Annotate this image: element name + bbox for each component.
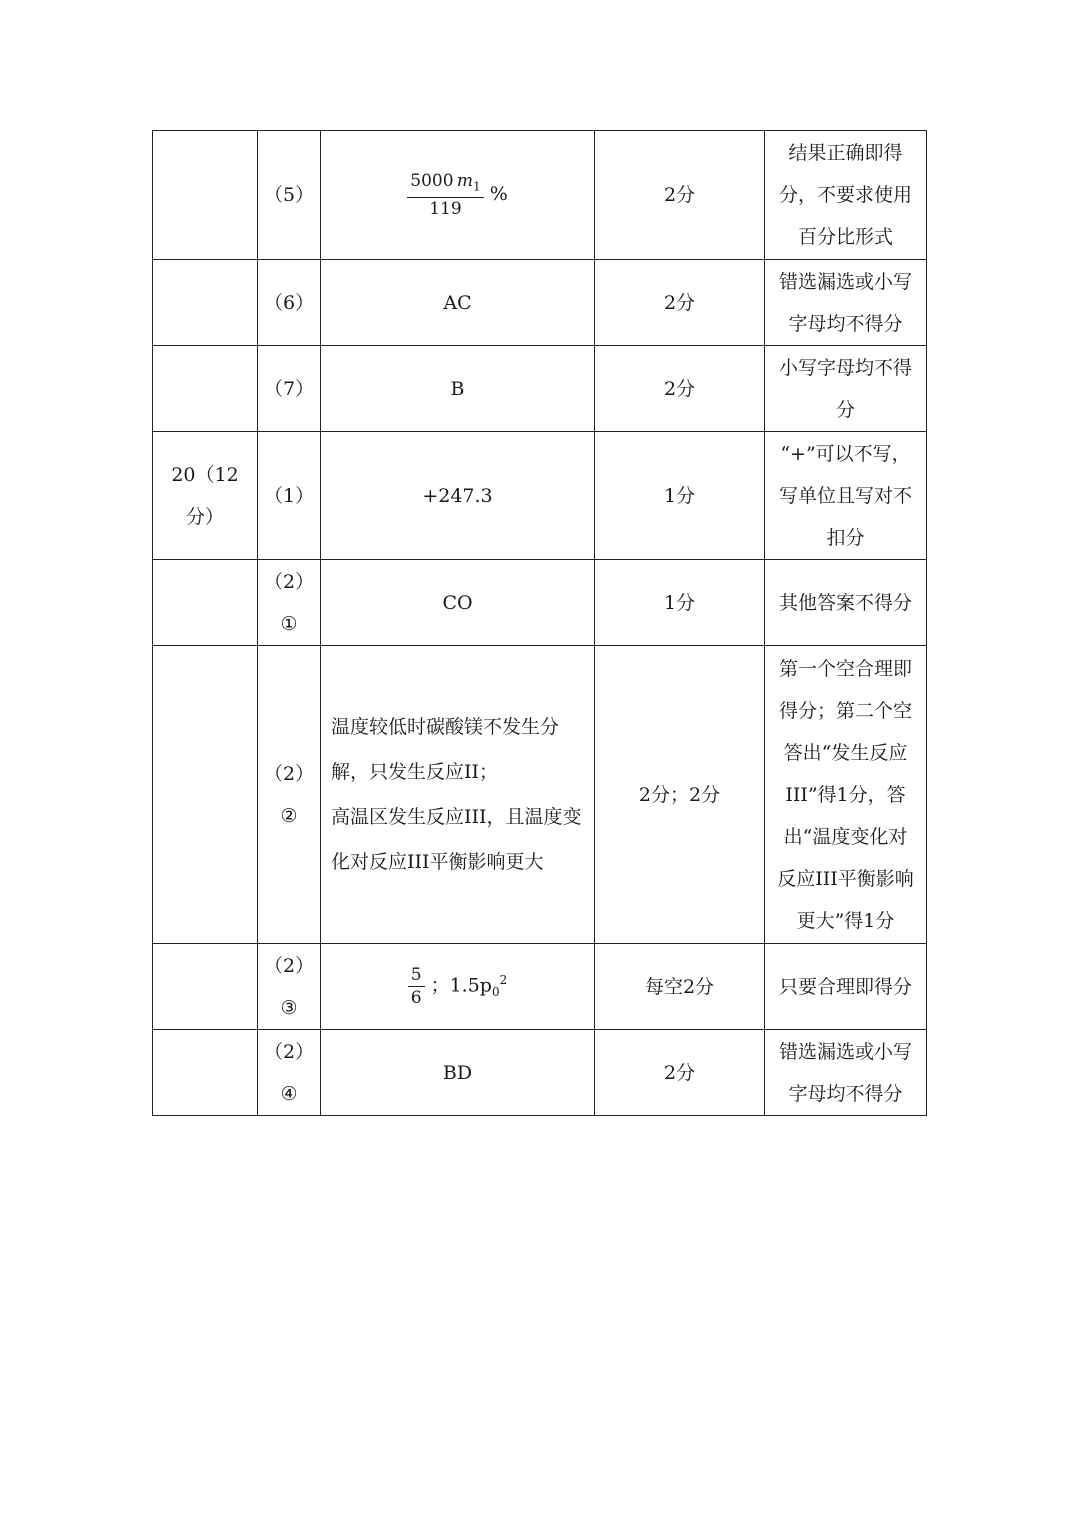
score-cell: 2分；2分 — [595, 646, 765, 944]
table-row — [153, 260, 927, 346]
subquestion-line: （2） — [264, 570, 315, 593]
note-line: 小写字母均不得 — [778, 356, 912, 379]
fraction-denominator: 6 — [410, 988, 422, 1009]
answer-cell: +247.3 — [321, 432, 595, 560]
answer-cell — [321, 944, 595, 1030]
note-cell — [765, 260, 927, 346]
note-line: 反应III平衡影响 — [777, 867, 914, 890]
subquestion-cell: （7） — [258, 346, 321, 432]
question-cell — [153, 1030, 258, 1116]
question-cell — [153, 131, 258, 260]
question-cell — [153, 944, 258, 1030]
subquestion-line: ③ — [280, 996, 298, 1019]
table-row — [153, 131, 927, 260]
question-cell — [153, 260, 258, 346]
answer-superscript: 2 — [499, 973, 508, 988]
score-cell: 2分 — [595, 1030, 765, 1116]
note-cell — [765, 432, 927, 560]
table-row — [153, 1030, 927, 1116]
note-line: 错选漏选或小写 — [778, 1040, 912, 1063]
fraction-numerator: 5 — [408, 964, 425, 987]
subquestion-cell: （1） — [258, 432, 321, 560]
answer-line: 温度较低时碳酸镁不发生分 — [331, 715, 560, 738]
answer-subscript: 0 — [491, 985, 500, 1000]
score-cell: 2分 — [595, 260, 765, 346]
percent-sign: % — [489, 182, 508, 205]
subquestion-cell — [258, 944, 321, 1030]
subquestion-cell: （6） — [258, 260, 321, 346]
answer-cell: BD — [321, 1030, 595, 1116]
subquestion-cell — [258, 646, 321, 944]
fraction-variable: m — [456, 170, 474, 191]
subquestion-line: ② — [280, 804, 298, 827]
variable-subscript: 1 — [473, 179, 481, 194]
subquestion-line: （2） — [264, 954, 315, 977]
answer-cell: B — [321, 346, 595, 432]
question-cell — [153, 346, 258, 432]
note-line: 百分比形式 — [797, 226, 893, 248]
score-cell: 2分 — [595, 131, 765, 260]
note-cell — [765, 944, 927, 1030]
fraction-denominator: 119 — [429, 199, 462, 220]
answer-cell — [321, 131, 595, 260]
note-line: 字母均不得分 — [788, 1082, 903, 1105]
subquestion-line: （2） — [264, 1040, 315, 1063]
note-cell — [765, 560, 927, 646]
note-line: 分，不要求使用 — [778, 184, 912, 206]
subquestion-cell: （5） — [258, 131, 321, 260]
note-line: 只要合理即得分 — [778, 975, 912, 998]
answer-text — [327, 705, 588, 885]
note-line: 字母均不得分 — [788, 312, 903, 335]
note-cell — [765, 646, 927, 944]
score-cell: 每空2分 — [595, 944, 765, 1030]
subquestion-line: ① — [280, 612, 298, 635]
table-row — [153, 944, 927, 1030]
answer-line: 解，只发生反应II； — [331, 760, 499, 783]
score-cell: 2分 — [595, 346, 765, 432]
answer-rest: ；1.5p — [430, 974, 492, 997]
fraction-numerator: 5000 — [410, 170, 454, 191]
note-cell — [765, 131, 927, 260]
note-line: III”得1分，答 — [785, 783, 906, 806]
subquestion-cell — [258, 560, 321, 646]
note-line: 扣分 — [826, 526, 865, 549]
table-row — [153, 432, 927, 560]
table-row — [153, 346, 927, 432]
answer-cell: CO — [321, 560, 595, 646]
note-cell — [765, 346, 927, 432]
note-line: 结果正确即得 — [788, 142, 903, 164]
note-line: 分 — [835, 398, 855, 421]
note-line: 其他答案不得分 — [778, 591, 912, 614]
fraction — [407, 170, 483, 220]
note-line: “+”可以不写， — [780, 442, 911, 465]
note-line: 更大”得1分 — [796, 909, 895, 932]
table-row — [153, 646, 927, 944]
score-cell: 1分 — [595, 560, 765, 646]
answer-cell: AC — [321, 260, 595, 346]
question-cell — [153, 646, 258, 944]
note-line: 写单位且写对不 — [778, 484, 912, 507]
note-line: 得分；第二个空 — [778, 699, 912, 722]
answer-line: 化对反应III平衡影响更大 — [331, 850, 544, 873]
table-row — [153, 560, 927, 646]
question-cell — [153, 560, 258, 646]
note-line: 答出“发生反应 — [783, 741, 908, 764]
note-line: 第一个空合理即 — [778, 657, 912, 680]
note-line: 出“温度变化对 — [783, 825, 908, 848]
grading-table — [152, 130, 927, 1116]
answer-line: 高温区发生反应III，且温度变 — [331, 805, 582, 828]
note-cell — [765, 1030, 927, 1116]
fraction — [408, 964, 425, 1009]
question-cell: 20（12分） — [153, 432, 258, 560]
note-line: 错选漏选或小写 — [778, 270, 912, 293]
answer-cell — [321, 646, 595, 944]
subquestion-cell — [258, 1030, 321, 1116]
subquestion-line: ④ — [280, 1082, 298, 1105]
subquestion-line: （2） — [264, 762, 315, 785]
score-cell: 1分 — [595, 432, 765, 560]
